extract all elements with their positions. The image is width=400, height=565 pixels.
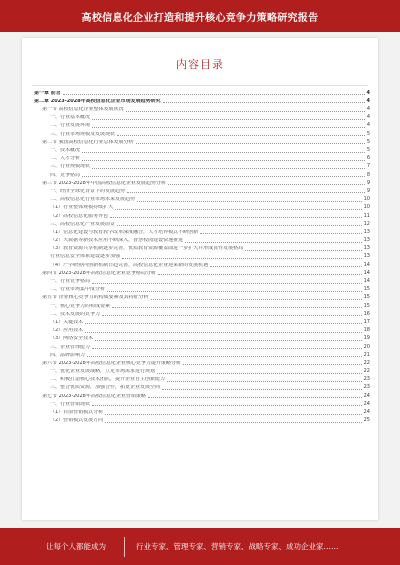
document-page — [22, 38, 378, 520]
toc-entry-title: 行业信息安全体系建设逐步加强 — [50, 254, 121, 260]
toc-entry-page: 15 — [363, 302, 370, 309]
toc-entry[interactable] — [34, 301, 370, 309]
toc-entry-page: 25 — [363, 417, 370, 424]
toc-entry[interactable] — [34, 366, 370, 374]
toc-entry[interactable] — [34, 350, 370, 358]
footer-tagline: 行业专家、管理专家、营销专家、战略专家、成功企业家…… — [136, 542, 339, 551]
toc-entry-title: （3）教育资源共享机制逐步完善，优质教育资源覆盖面进一步扩大并形成良性发展格局 — [50, 246, 244, 252]
toc-leader-dots — [117, 225, 362, 226]
toc-entry[interactable] — [34, 293, 370, 301]
toc-leader-dots — [92, 119, 365, 120]
toc-divider — [32, 85, 368, 86]
toc-leader-dots — [167, 381, 362, 382]
toc-entry-page: 24 — [363, 392, 370, 399]
toc-entry-page: 5 — [366, 130, 370, 137]
toc-entry-page: 14 — [363, 261, 370, 268]
toc-leader-dots — [92, 127, 365, 128]
toc-entry[interactable] — [34, 309, 370, 317]
toc-leader-dots — [63, 94, 365, 95]
toc-entry-page: 13 — [363, 228, 370, 235]
toc-entry-page: 23 — [363, 384, 370, 391]
toc-entry[interactable] — [34, 129, 370, 137]
toc-entry-title: 一、行业基本概况 — [50, 115, 91, 121]
toc-entry-title: 第二节 我国高校信息化行业总体发展分析 — [42, 139, 134, 145]
toc-entry-page: 9 — [366, 179, 370, 186]
toc-leader-dots — [92, 283, 362, 284]
toc-entry[interactable] — [34, 244, 370, 252]
toc-entry[interactable] — [34, 235, 370, 243]
toc-entry[interactable] — [34, 219, 370, 227]
toc-leader-dots — [151, 299, 362, 300]
toc-entry-page: 7 — [366, 163, 370, 170]
toc-entry-page: 4 — [366, 114, 370, 121]
toc-entry[interactable] — [34, 399, 370, 407]
toc-leader-dots — [105, 414, 361, 415]
toc-entry-page: 19 — [363, 335, 370, 342]
toc-entry-title: 二、行业市场集中度分析 — [50, 287, 106, 293]
toc-leader-dots — [126, 111, 365, 112]
toc-leader-dots — [148, 397, 362, 398]
toc-entry-title: 第一章 前言 — [34, 90, 61, 96]
toc-entry-title: 第三节 2023-2028年中国高校信息化企业发展趋势分析 — [42, 180, 166, 186]
toc-leader-dots — [245, 250, 361, 251]
toc-entry-page: 13 — [363, 253, 370, 260]
toc-leader-dots — [185, 242, 361, 243]
toc-entry-page: 8 — [366, 171, 370, 178]
toc-entry-page: 14 — [363, 278, 370, 284]
toc-entry-page: 4 — [366, 97, 370, 104]
toc-entry-title: （2）营销模式发展方向 — [50, 418, 104, 424]
toc-leader-dots — [107, 291, 362, 292]
toc-entry-title: （2）大数据等新技术应用不断深入，智慧校园建设快速推进 — [50, 238, 184, 244]
toc-leader-dots — [110, 217, 361, 218]
toc-entry-page: 4 — [366, 122, 370, 129]
toc-entry-page: 24 — [363, 409, 370, 415]
toc-entry-page: 15 — [363, 286, 370, 293]
toc-entry[interactable] — [34, 252, 370, 260]
toc-entry-title: 二、积极打造核心技术团队，提升企业自主创新能力 — [50, 377, 166, 383]
toc-entry-page: 17 — [363, 318, 370, 325]
toc-entry-title: （4）产学研协同创新机制日趋完善，高校信息化企业迎来新的发展机遇 — [50, 262, 209, 268]
toc-entry[interactable] — [34, 227, 370, 235]
toc-entry-title: 三、行业市场规模及发展现状 — [50, 131, 116, 137]
toc-entry[interactable] — [34, 162, 370, 170]
toc-entry-page: 5 — [366, 147, 370, 153]
toc-leader-dots — [92, 348, 362, 349]
toc-entry[interactable] — [34, 383, 370, 391]
toc-entry[interactable] — [34, 325, 370, 333]
toc-entry-page: 24 — [363, 400, 370, 407]
toc-entry-page: 13 — [363, 245, 370, 252]
toc-entry-title: 第七节 2023-2028年高校信息化企业营销策略 — [42, 393, 146, 399]
toc-leader-dots — [85, 323, 361, 324]
footer-slogan: 让每个人都能成为 — [46, 542, 106, 551]
toc-entry-page: 14 — [363, 269, 370, 276]
toc-entry[interactable] — [34, 416, 370, 424]
toc-leader-dots — [137, 201, 362, 202]
toc-entry-page: 12 — [363, 220, 370, 227]
toc-entry[interactable] — [34, 391, 370, 399]
toc-leader-dots — [200, 233, 361, 234]
toc-entry[interactable] — [34, 88, 370, 96]
toc-leader-dots — [105, 422, 361, 423]
toc-entry[interactable] — [34, 334, 370, 342]
toc-leader-dots — [127, 192, 365, 193]
toc-entry[interactable] — [34, 260, 370, 268]
toc-heading: 内容目录 — [176, 58, 224, 71]
toc-entry[interactable] — [34, 407, 370, 415]
toc-entry-title: 第六节 2023-2028年高校信息化企业核心竞争力提升策略分析 — [42, 360, 181, 366]
toc-entry-title: 三、高校信息化产业发展前景 — [50, 221, 116, 227]
toc-entry-title: 三、整合优质资源，加强合作，拓宽企业发展空间 — [50, 385, 161, 391]
toc-entry-page: 10 — [363, 204, 370, 211]
toc-entry[interactable] — [34, 375, 370, 383]
toc-entry[interactable] — [34, 137, 370, 145]
toc-entry[interactable] — [34, 170, 370, 178]
toc-entry-title: 四、品牌影响力 — [50, 352, 86, 358]
toc-leader-dots — [136, 143, 365, 144]
toc-leader-dots — [102, 315, 362, 316]
toc-entry-page: 22 — [363, 368, 370, 375]
toc-leader-dots — [95, 340, 361, 341]
toc-entry-title: （2）应用技术 — [50, 328, 84, 334]
toc-entry[interactable] — [34, 285, 370, 293]
toc-entry-title: 第五节 企业核心竞争力的构成要素及其特征分析 — [42, 295, 149, 301]
toc-leader-dots — [115, 209, 361, 210]
toc-entry-title: 二、技术发展的竞争力 — [50, 311, 101, 317]
toc-leader-dots — [183, 364, 362, 365]
toc-entry-page: 5 — [366, 138, 370, 145]
toc-entry[interactable] — [34, 211, 370, 219]
toc-leader-dots — [210, 266, 361, 267]
table-of-contents — [34, 88, 370, 424]
toc-entry-title: 三、行业规模现状 — [50, 164, 91, 170]
toc-leader-dots — [162, 389, 362, 390]
toc-entry-page: 23 — [363, 376, 370, 383]
toc-entry-title: 一、技术概况 — [50, 148, 81, 153]
toc-entry[interactable] — [34, 317, 370, 325]
toc-leader-dots — [157, 373, 362, 374]
toc-entry-page: 20 — [363, 343, 370, 350]
toc-leader-dots — [168, 184, 365, 185]
toc-entry-title: 一、经济全球化背景下的发展趋势 — [50, 188, 126, 194]
toc-leader-dots — [87, 356, 362, 357]
toc-leader-dots — [82, 176, 365, 177]
toc-entry-page: 11 — [363, 212, 370, 219]
toc-entry[interactable] — [34, 121, 370, 129]
toc-entry-title: 一、行业竞争格局 — [50, 279, 91, 284]
toc-entry-title: （1）关键技术 — [50, 319, 84, 325]
toc-entry-page: 22 — [363, 359, 370, 366]
toc-entry-page: 18 — [363, 327, 370, 334]
toc-entry-title: （1）目前营销模式分析 — [50, 410, 104, 415]
toc-entry-page: 16 — [363, 310, 370, 317]
toc-leader-dots — [163, 102, 365, 103]
toc-entry[interactable] — [34, 145, 370, 153]
toc-entry[interactable] — [34, 113, 370, 121]
toc-entry-title: 第一节 高校信息化企业整体发展状况 — [42, 107, 124, 113]
toc-entry-title: 一、核心竞争力的构成要素 — [50, 303, 111, 309]
toc-entry-page: 10 — [363, 196, 370, 203]
toc-entry-title: （1）信息化建设与教育教学改革深度融合，人才培养模式不断创新 — [50, 229, 199, 235]
report-title: 高校信息化企业打造和提升核心竞争力策略研究报告 — [81, 13, 319, 24]
toc-entry-page: 13 — [363, 237, 370, 244]
toc-leader-dots — [122, 258, 362, 259]
toc-entry-title: （1）行业整体规模持续扩大 — [50, 205, 114, 211]
toc-leader-dots — [117, 135, 365, 136]
toc-entry-title: 一、优化企业发展战略，立足市场需求进行规划 — [50, 369, 156, 375]
top-banner — [0, 0, 400, 32]
toc-entry[interactable] — [34, 358, 370, 366]
toc-entry-title: 第二章 2023-2028年高校信息化企业市场发展趋势研究 — [34, 98, 161, 104]
toc-entry-page: 6 — [366, 155, 370, 162]
toc-entry[interactable] — [34, 96, 370, 104]
toc-entry[interactable] — [34, 154, 370, 162]
toc-entry-title: （2）高校信息化服务外包 — [50, 213, 109, 219]
toc-entry[interactable] — [34, 104, 370, 112]
toc-entry-title: 四、竞争格局 — [50, 172, 81, 178]
toc-leader-dots — [92, 405, 362, 406]
toc-entry-title: 第四节 2023-2028年高校信息化企业竞争格局分析 — [42, 270, 156, 276]
toc-entry[interactable] — [34, 194, 370, 202]
toc-entry[interactable] — [34, 203, 370, 211]
toc-entry[interactable] — [34, 342, 370, 350]
toc-entry[interactable] — [34, 268, 370, 276]
toc-entry-page: 4 — [366, 106, 370, 113]
toc-leader-dots — [82, 160, 365, 161]
toc-entry-title: 三、企业管理能力 — [50, 344, 91, 350]
toc-entry-page: 21 — [363, 351, 370, 358]
toc-entry-title: 二、高校信息化行业市场未来发展趋势 — [50, 197, 136, 203]
bottom-banner — [0, 528, 400, 565]
toc-leader-dots — [92, 168, 365, 169]
toc-entry[interactable] — [34, 276, 370, 284]
toc-entry-title: 二、行业发展环境 — [50, 123, 91, 129]
toc-leader-dots — [158, 274, 362, 275]
toc-entry-page: 4 — [366, 89, 370, 96]
toc-entry-page: 9 — [366, 187, 370, 194]
toc-leader-dots — [112, 307, 362, 308]
toc-entry-title: （3）网络安全技术 — [50, 336, 94, 342]
toc-entry[interactable] — [34, 178, 370, 186]
toc-leader-dots — [85, 332, 361, 333]
toc-entry-title: 二、人才分析 — [50, 156, 81, 162]
toc-entry-title: 一、行业营销现状 — [50, 401, 91, 407]
toc-entry-page: 15 — [363, 294, 370, 301]
toc-leader-dots — [82, 152, 365, 153]
footer-divider — [124, 537, 125, 557]
toc-entry[interactable] — [34, 186, 370, 194]
